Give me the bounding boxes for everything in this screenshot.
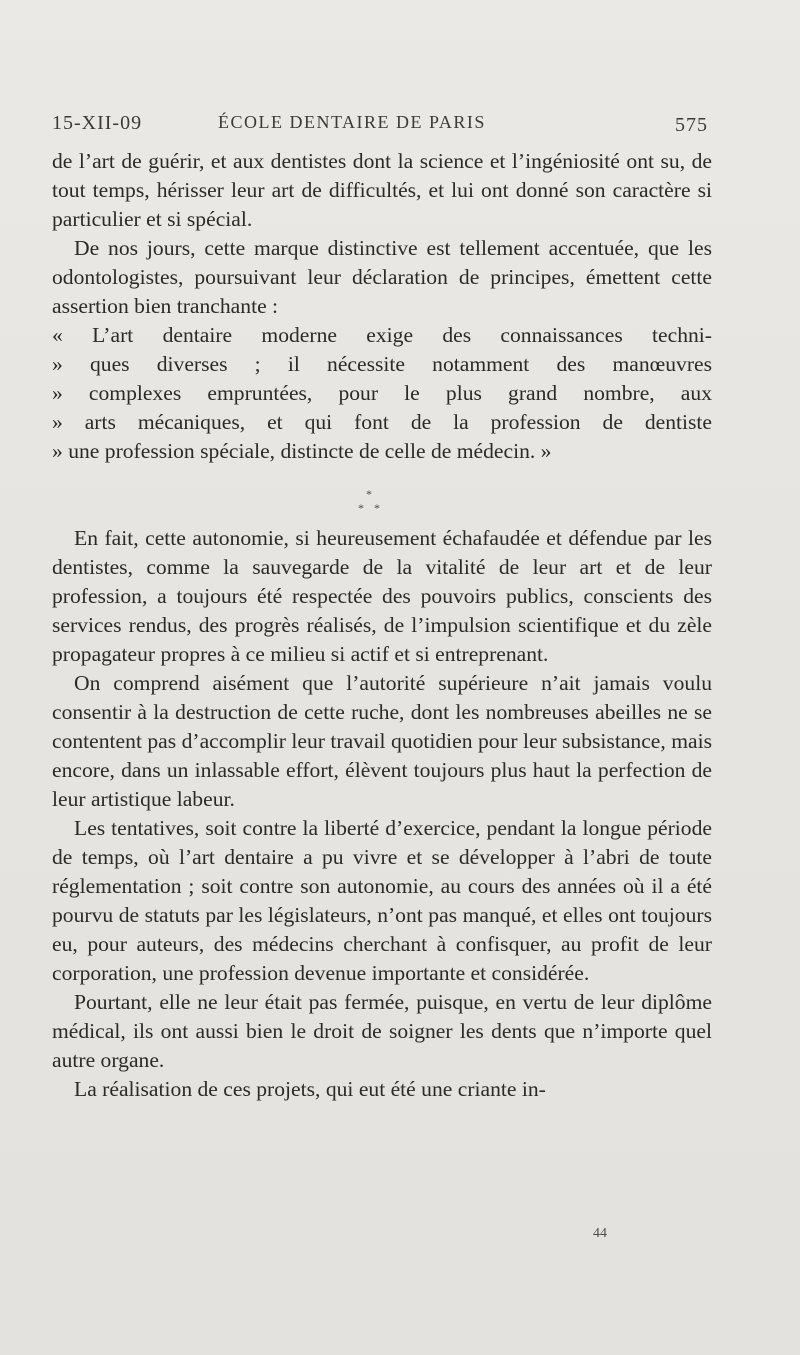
block-quote bbox=[52, 321, 712, 466]
quote-line: » une profession spéciale, distincte de celle de médecin. » bbox=[52, 439, 552, 463]
paragraph: Pourtant, elle ne leur était pas fermée, puisque, en vertu de leur diplôme médical, ils ont aussi bien le droit de soigner les dents que n’importe quel autre organe. bbox=[52, 990, 712, 1072]
body-text bbox=[52, 147, 712, 1104]
paragraph: De nos jours, cette marque distinctive est tellement accentuée, que les odontologistes, poursuivant leur déclaration de principes, émettent cette assertion bien tranchante : bbox=[52, 236, 712, 318]
quote-line: « L’art dentaire moderne exige des connaissances techni- bbox=[52, 323, 712, 347]
paragraph: On comprend aisément que l’autorité supérieure n’ait jamais voulu consentir à la destruction de cette ruche, dont les nombreuses abeilles ne se contentent pas d’accomplir leur travail quotidien pour leur subsistance, mais encore, dans un inlassable effort, élèvent toujours plus haut la perfection de leur artistique labeur. bbox=[52, 671, 712, 811]
signature-mark: 44 bbox=[593, 1226, 607, 1241]
quote-line: » ques diverses ; il nécessite notamment des manœuvres bbox=[52, 352, 712, 376]
quote-line: » complexes empruntées, pour le plus grand nombre, aux bbox=[52, 381, 712, 405]
paragraph: Les tentatives, soit contre la liberté d’exercice, pendant la longue période de temps, où l’art dentaire a pu vivre et se développer à l’abri de toute réglementation ; soit contre son autonomie, au cours des années où il a été pourvu de statuts par les législateurs, n’ont pas manqué, et elles ont toujours eu, pour auteurs, des médecins cherchant à confisquer, au profit de leur corporation, une profession devenue importante et considérée. bbox=[52, 816, 712, 985]
asterism-star: * bbox=[366, 487, 372, 501]
header-title: ÉCOLE DENTAIRE DE PARIS bbox=[218, 112, 486, 132]
paragraph: de l’art de guérir, et aux dentistes dont la science et l’ingéniosité ont su, de tout temps, hérisser leur art de difficultés, et lui ont donné son caractère si particulier et si spécial. bbox=[52, 149, 712, 231]
page-number: 575 bbox=[675, 114, 708, 136]
running-header bbox=[52, 112, 712, 140]
asterism-star: * bbox=[374, 501, 380, 515]
asterism-star: * bbox=[358, 501, 364, 515]
paragraph: En fait, cette autonomie, si heureusement échafaudée et défendue par les dentistes, comme la sauvegarde de la vitalité de leur art et de leur profession, a toujours été respectée des pouvoirs publics, conscients des services rendus, des progrès réalisés, de l’impulsion scientifique et du zèle propagateur propres à ce milieu si actif et si entreprenant. bbox=[52, 526, 712, 666]
asterism-separator bbox=[52, 466, 712, 524]
paragraph: La réalisation de ces projets, qui eut été une criante in- bbox=[74, 1077, 546, 1101]
quote-line: » arts mécaniques, et qui font de la profession de dentiste bbox=[52, 410, 712, 434]
header-date: 15-XII-09 bbox=[52, 112, 143, 134]
